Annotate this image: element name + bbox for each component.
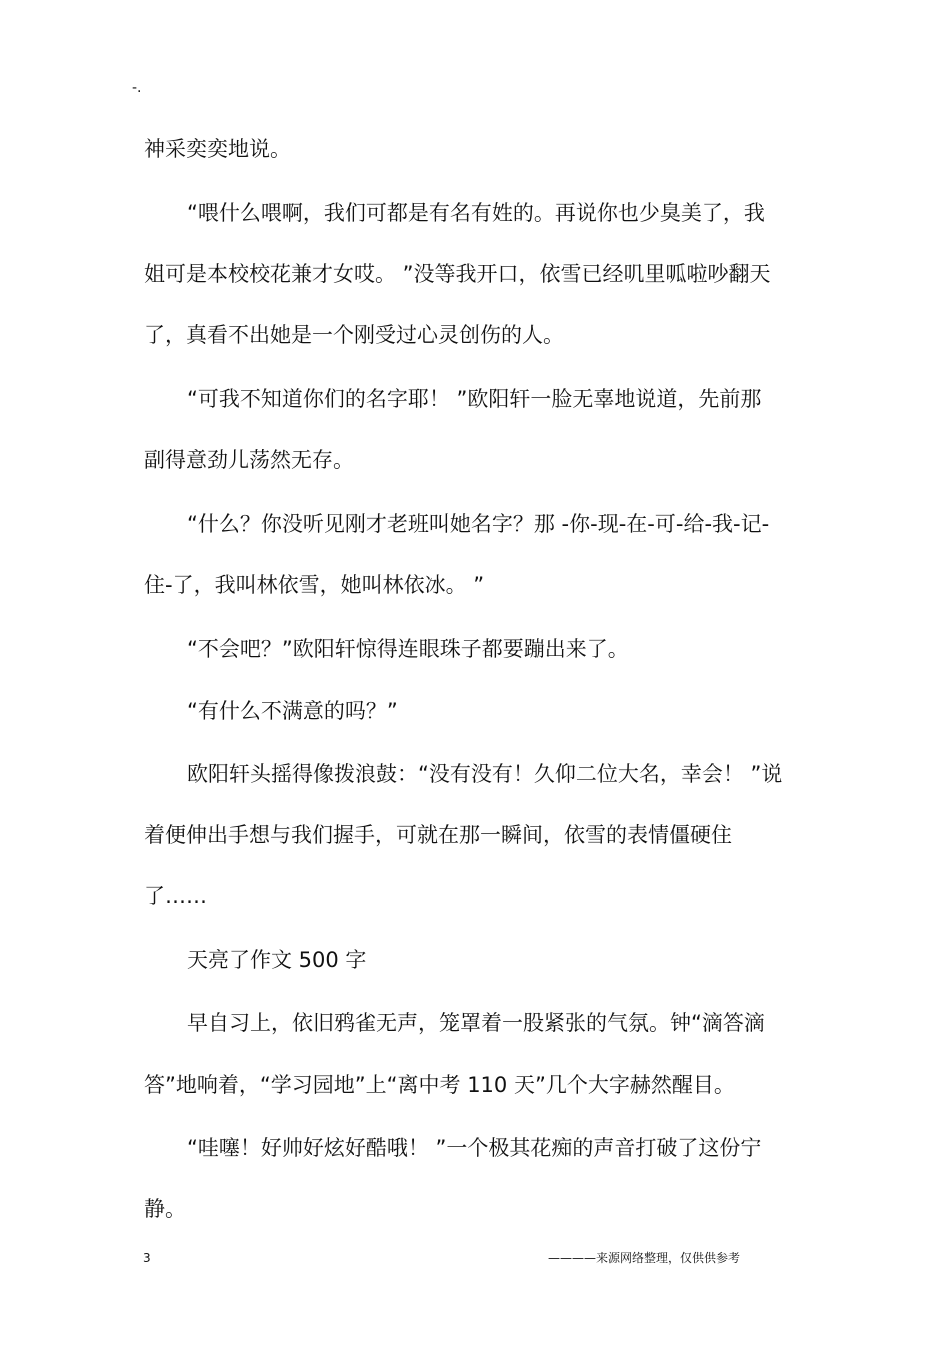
text-line: “有什么不满意的吗？” — [187, 699, 398, 723]
text-line: “喂什么喂啊，我们可都是有名有姓的。再说你也少臭美了，我 — [187, 201, 765, 225]
text-line: 神采奕奕地说。 — [144, 137, 291, 161]
text-line: 答”地响着，“学习园地”上“离中考 110 天”几个大字赫然醒目。 — [144, 1073, 735, 1097]
text-line: 姐可是本校校花兼才女哎。 ”没等我开口，依雪已经叽里呱啦吵翻天 — [144, 262, 771, 286]
page-number: 3 — [143, 1251, 151, 1265]
footer-note: ————来源网络整理，仅供供参考 — [548, 1251, 741, 1265]
text-line: 欧阳轩头摇得像拨浪鼓：“没有没有！久仰二位大名，幸会！ ”说 — [187, 762, 783, 786]
text-line: 了…… — [144, 884, 207, 908]
text-line: 了，真看不出她是一个刚受过心灵创伤的人。 — [144, 323, 564, 347]
text-line: 住-了，我叫林依雪，她叫林依冰。 ” — [144, 573, 485, 597]
section-heading: 天亮了作文 500 字 — [187, 948, 367, 972]
text-line: 着便伸出手想与我们握手，可就在那一瞬间，依雪的表情僵硬住 — [144, 823, 732, 847]
text-line: “可我不知道你们的名字耶！ ”欧阳轩一脸无辜地说道，先前那 — [187, 387, 762, 411]
text-line: “不会吧？”欧阳轩惊得连眼珠子都要蹦出来了。 — [187, 637, 629, 661]
text-line: “什么？你没听见刚才老班叫她名字？那 -你-现-在-可-给-我-记- — [187, 512, 770, 536]
text-line: 副得意劲儿荡然无存。 — [144, 448, 354, 472]
text-line: 静。 — [144, 1197, 186, 1221]
text-line: 早自习上，依旧鸦雀无声，笼罩着一股紧张的气氛。钟“滴答滴 — [187, 1011, 765, 1035]
text-line: “哇噻！好帅好炫好酷哦！ ”一个极其花痴的声音打破了这份宁 — [187, 1136, 762, 1160]
header-mark: -. — [132, 80, 142, 96]
